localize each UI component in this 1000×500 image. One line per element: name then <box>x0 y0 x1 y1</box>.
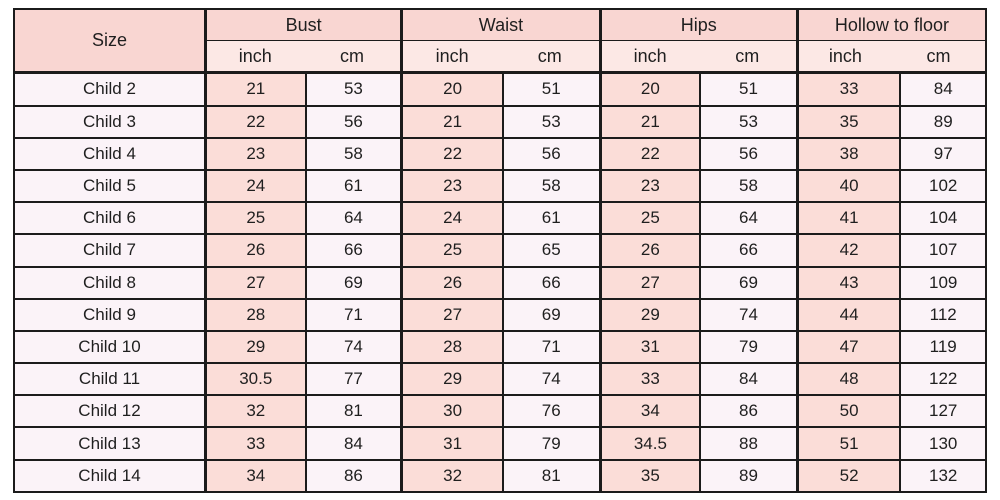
measurement-cell: 21 <box>205 73 305 106</box>
size-cell: Child 7 <box>14 234 205 266</box>
unit-header-hollow-to-floor <box>797 41 986 73</box>
unit-label-cm: cm <box>537 45 562 66</box>
table-row <box>14 363 986 395</box>
measurement-cell: 28 <box>402 331 503 363</box>
measurement-cell: 88 <box>700 427 797 459</box>
measurement-cell: 40 <box>797 170 900 202</box>
measurement-cell: 56 <box>503 138 600 170</box>
measurement-cell: 31 <box>600 331 700 363</box>
measurement-cell: 122 <box>900 363 986 395</box>
measurement-cell: 127 <box>900 395 986 427</box>
size-cell: Child 2 <box>14 73 205 106</box>
measurement-cell: 107 <box>900 234 986 266</box>
unit-header-hips <box>600 41 797 73</box>
measurement-cell: 66 <box>306 234 402 266</box>
measurement-cell: 29 <box>600 299 700 331</box>
measurement-cell: 22 <box>402 138 503 170</box>
measurement-cell: 51 <box>503 73 600 106</box>
measurement-cell: 51 <box>797 427 900 459</box>
measurement-cell: 76 <box>503 395 600 427</box>
size-cell: Child 9 <box>14 299 205 331</box>
measurement-cell: 81 <box>503 460 600 492</box>
measurement-cell: 38 <box>797 138 900 170</box>
measurement-cell: 25 <box>402 234 503 266</box>
measurement-cell: 64 <box>700 202 797 234</box>
unit-label-inch: inch <box>828 45 862 66</box>
group-header-waist: Waist <box>402 9 600 41</box>
group-header-bust: Bust <box>205 9 401 41</box>
measurement-cell: 26 <box>402 267 503 299</box>
measurement-cell: 34 <box>205 460 305 492</box>
measurement-cell: 84 <box>700 363 797 395</box>
table-row <box>14 299 986 331</box>
group-header-hollow-to-floor: Hollow to floor <box>797 9 986 41</box>
size-cell: Child 3 <box>14 106 205 138</box>
measurement-cell: 69 <box>700 267 797 299</box>
table-row <box>14 170 986 202</box>
group-header-hips: Hips <box>600 9 797 41</box>
measurement-cell: 25 <box>205 202 305 234</box>
measurement-cell: 53 <box>503 106 600 138</box>
measurement-cell: 56 <box>306 106 402 138</box>
measurement-cell: 48 <box>797 363 900 395</box>
unit-label-inch: inch <box>435 45 469 66</box>
measurement-cell: 21 <box>600 106 700 138</box>
measurement-cell: 23 <box>205 138 305 170</box>
unit-header-bust <box>205 41 401 73</box>
measurement-cell: 27 <box>402 299 503 331</box>
measurement-cell: 22 <box>600 138 700 170</box>
size-cell: Child 10 <box>14 331 205 363</box>
measurement-cell: 33 <box>205 427 305 459</box>
measurement-cell: 52 <box>797 460 900 492</box>
measurement-cell: 66 <box>700 234 797 266</box>
measurement-cell: 130 <box>900 427 986 459</box>
measurement-cell: 51 <box>700 73 797 106</box>
measurement-cell: 71 <box>503 331 600 363</box>
size-cell: Child 11 <box>14 363 205 395</box>
table-row <box>14 73 986 106</box>
measurement-cell: 32 <box>205 395 305 427</box>
measurement-cell: 56 <box>700 138 797 170</box>
table-row <box>14 331 986 363</box>
measurement-cell: 26 <box>205 234 305 266</box>
size-cell: Child 14 <box>14 460 205 492</box>
measurement-cell: 74 <box>306 331 402 363</box>
measurement-cell: 119 <box>900 331 986 363</box>
measurement-cell: 22 <box>205 106 305 138</box>
measurement-cell: 29 <box>205 331 305 363</box>
measurement-cell: 20 <box>600 73 700 106</box>
size-cell: Child 8 <box>14 267 205 299</box>
measurement-cell: 109 <box>900 267 986 299</box>
size-cell: Child 12 <box>14 395 205 427</box>
measurement-cell: 104 <box>900 202 986 234</box>
table-row <box>14 106 986 138</box>
measurement-cell: 42 <box>797 234 900 266</box>
measurement-cell: 97 <box>900 138 986 170</box>
size-cell: Child 5 <box>14 170 205 202</box>
size-cell: Child 6 <box>14 202 205 234</box>
measurement-cell: 58 <box>700 170 797 202</box>
measurement-cell: 34 <box>600 395 700 427</box>
measurement-cell: 53 <box>700 106 797 138</box>
measurement-cell: 86 <box>306 460 402 492</box>
measurement-cell: 79 <box>503 427 600 459</box>
unit-label-cm: cm <box>339 45 364 66</box>
size-cell: Child 4 <box>14 138 205 170</box>
table-row <box>14 395 986 427</box>
unit-header-waist <box>402 41 600 73</box>
size-column-header: Size <box>14 9 205 73</box>
measurement-cell: 50 <box>797 395 900 427</box>
measurement-cell: 29 <box>402 363 503 395</box>
measurement-cell: 33 <box>600 363 700 395</box>
measurement-cell: 79 <box>700 331 797 363</box>
measurement-cell: 84 <box>900 73 986 106</box>
measurement-cell: 53 <box>306 73 402 106</box>
measurement-cell: 34.5 <box>600 427 700 459</box>
measurement-cell: 30.5 <box>205 363 305 395</box>
measurement-cell: 81 <box>306 395 402 427</box>
table-row <box>14 234 986 266</box>
measurement-cell: 69 <box>306 267 402 299</box>
measurement-cell: 69 <box>503 299 600 331</box>
measurement-cell: 47 <box>797 331 900 363</box>
measurement-cell: 23 <box>402 170 503 202</box>
measurement-cell: 89 <box>900 106 986 138</box>
measurement-cell: 24 <box>205 170 305 202</box>
measurement-cell: 74 <box>700 299 797 331</box>
measurement-cell: 71 <box>306 299 402 331</box>
measurement-cell: 28 <box>205 299 305 331</box>
unit-label-cm: cm <box>735 45 760 66</box>
table-row <box>14 202 986 234</box>
measurement-cell: 58 <box>306 138 402 170</box>
unit-label-inch: inch <box>238 45 272 66</box>
measurement-cell: 27 <box>205 267 305 299</box>
table-row <box>14 427 986 459</box>
measurement-cell: 84 <box>306 427 402 459</box>
measurement-cell: 132 <box>900 460 986 492</box>
measurement-cell: 77 <box>306 363 402 395</box>
measurement-cell: 20 <box>402 73 503 106</box>
measurement-cell: 32 <box>402 460 503 492</box>
measurement-cell: 35 <box>600 460 700 492</box>
measurement-cell: 31 <box>402 427 503 459</box>
table-row <box>14 138 986 170</box>
measurement-cell: 112 <box>900 299 986 331</box>
table-row <box>14 267 986 299</box>
measurement-cell: 43 <box>797 267 900 299</box>
measurement-cell: 23 <box>600 170 700 202</box>
measurement-cell: 65 <box>503 234 600 266</box>
measurement-cell: 64 <box>306 202 402 234</box>
measurement-cell: 61 <box>503 202 600 234</box>
unit-label-inch: inch <box>633 45 667 66</box>
measurement-cell: 74 <box>503 363 600 395</box>
measurement-cell: 33 <box>797 73 900 106</box>
measurement-cell: 24 <box>402 202 503 234</box>
size-chart-table <box>13 8 987 493</box>
measurement-cell: 35 <box>797 106 900 138</box>
measurement-cell: 27 <box>600 267 700 299</box>
measurement-cell: 66 <box>503 267 600 299</box>
size-cell: Child 13 <box>14 427 205 459</box>
measurement-cell: 89 <box>700 460 797 492</box>
measurement-cell: 41 <box>797 202 900 234</box>
measurement-cell: 61 <box>306 170 402 202</box>
measurement-cell: 25 <box>600 202 700 234</box>
table-row <box>14 460 986 492</box>
measurement-cell: 86 <box>700 395 797 427</box>
measurement-cell: 44 <box>797 299 900 331</box>
measurement-cell: 58 <box>503 170 600 202</box>
measurement-cell: 26 <box>600 234 700 266</box>
measurement-cell: 30 <box>402 395 503 427</box>
unit-label-cm: cm <box>926 45 951 66</box>
measurement-cell: 102 <box>900 170 986 202</box>
measurement-cell: 21 <box>402 106 503 138</box>
group-header-row <box>14 9 986 41</box>
